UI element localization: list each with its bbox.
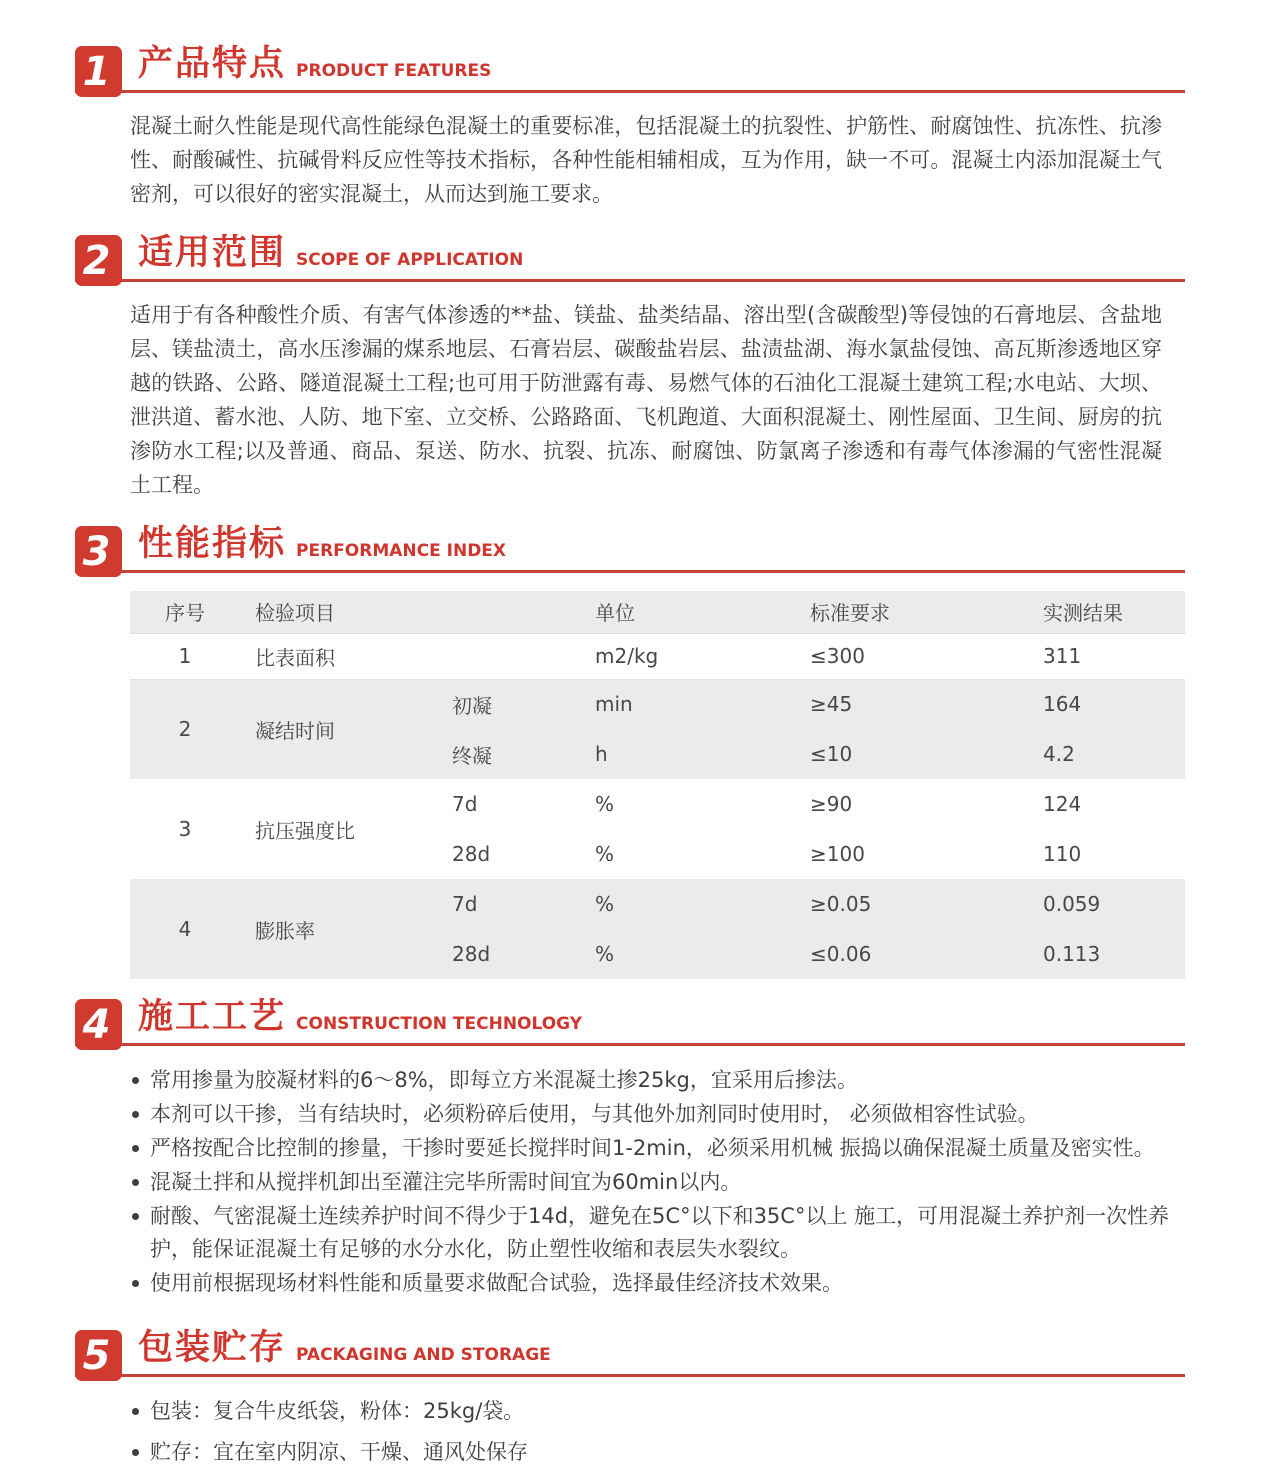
cell-no: 4	[178, 917, 192, 941]
cell-no: 3	[178, 817, 192, 841]
section-header	[75, 999, 1185, 1046]
list-item: 本剂可以干掺，当有结块时，必须粉碎后使用，与其他外加剂同时使用时， 必须做相容性试验。	[130, 1098, 1180, 1131]
table-row	[130, 633, 1185, 679]
section-scope-of-application	[0, 235, 1280, 502]
section-construction-technology	[0, 999, 1280, 1300]
cell-item: 比表面积	[240, 633, 580, 679]
cell-std: ≥0.05	[810, 892, 872, 916]
table-row	[130, 879, 1185, 929]
cell-sub: 初凝	[452, 693, 492, 718]
header-result: 实测结果	[1025, 591, 1185, 633]
header-item: 检验项目	[240, 591, 580, 633]
cell-result: 0.113	[1043, 942, 1101, 966]
cell-unit: m2/kg	[580, 633, 795, 679]
cell-result: 124	[1043, 792, 1082, 816]
table-header-row	[130, 591, 1185, 633]
table-row	[130, 679, 1185, 729]
cell-unit: h	[595, 742, 608, 766]
cell-result: 311	[1025, 633, 1185, 679]
cell-unit: %	[595, 892, 615, 916]
section-paragraph: 适用于有各种酸性介质、有害气体渗透的**盐、镁盐、盐类结晶、溶出型(含碳酸型)等侵蚀的石膏地层、含盐地层、镁盐渍土，高水压渗漏的煤系地层、石膏岩层、碳酸盐岩层、盐渍盐湖、海水氯盐侵蚀、高瓦斯渗透地区穿越的铁路、公路、隧道混凝土工程;也可用于防泄露有毒、易燃气体的石油化工混凝土建筑工程;水电站、大坝、泄洪道、蓄水池、人防、地下室、立交桥、公路路面、飞机跑道、大面积混凝土、刚性屋面、卫生间、厨房的抗渗防水工程;以及普通、商品、泵送、防水、抗裂、抗冻、耐腐蚀、防氯离子渗透和有毒气体渗漏的气密性混凝土工程。	[130, 303, 1162, 497]
cell-std: ≤10	[810, 742, 853, 766]
section-number-badge: 4	[75, 999, 122, 1050]
section-number-badge: 2	[75, 235, 122, 286]
cell-unit: min	[595, 692, 633, 717]
section-number-badge: 1	[75, 46, 122, 97]
section-title: 施工工艺	[138, 997, 287, 1037]
section-packaging-and-storage	[0, 1330, 1280, 1469]
cell-result: 110	[1043, 842, 1082, 866]
table-row	[130, 779, 1185, 829]
section-subtitle-en: PRODUCT FEATURES	[296, 61, 492, 81]
section-title: 性能指标	[138, 524, 287, 564]
cell-std: ≤300	[795, 633, 1025, 679]
cell-result: 164	[1043, 692, 1082, 717]
section-number-badge: 3	[75, 526, 122, 577]
packaging-bullet-list	[130, 1395, 1180, 1469]
section-subtitle-en: CONSTRUCTION TECHNOLOGY	[296, 1014, 583, 1034]
cell-sub: 28d	[452, 942, 491, 966]
list-item: 包装：复合牛皮纸袋，粉体：25kg/袋。	[130, 1395, 1180, 1428]
cell-std: ≥45	[810, 692, 853, 717]
section-header	[75, 1330, 1185, 1377]
section-number-badge: 5	[75, 1330, 122, 1381]
cell-no: 1	[130, 633, 240, 679]
cell-item: 膨胀率	[255, 918, 315, 943]
list-item: 耐酸、气密混凝土连续养护时间不得少于14d，避免在5C°以下和35C°以上 施工，可用混凝土养护剂一次性养护，能保证混凝土有足够的水分水化，防止塑性收缩和表层失水裂纹。	[130, 1200, 1180, 1266]
cell-sub: 7d	[452, 892, 478, 916]
list-item: 严格按配合比控制的掺量，干掺时要延长搅拌时间1-2min，必须采用机械 振捣以确保混凝土质量及密实性。	[130, 1132, 1180, 1165]
list-item: 贮存：宜在室内阴凉、干燥、通风处保存	[130, 1436, 1180, 1469]
cell-sub: 终凝	[452, 743, 492, 768]
list-item: 常用掺量为胶凝材料的6～8%，即每立方米混凝土掺25kg，宜采用后掺法。	[130, 1064, 1180, 1097]
section-header	[75, 46, 1185, 93]
cell-sub: 28d	[452, 842, 491, 866]
list-item: 混凝土拌和从搅拌机卸出至灌注完毕所需时间宜为60min以内。	[130, 1166, 1180, 1199]
section-header	[75, 526, 1185, 573]
header-unit: 单位	[580, 591, 795, 633]
section-product-features	[0, 46, 1280, 211]
section-paragraph: 混凝土耐久性能是现代高性能绿色混凝土的重要标准，包括混凝土的抗裂性、护筋性、耐腐蚀性、抗冻性、抗渗性、耐酸碱性、抗碱骨料反应性等技术指标，各种性能相辅相成，互为作用，缺一不可。混凝土内添加混凝土气密剂，可以很好的密实混凝土，从而达到施工要求。	[130, 114, 1162, 206]
cell-unit: %	[595, 792, 615, 816]
cell-std: ≤0.06	[810, 942, 872, 966]
section-header	[75, 235, 1185, 282]
list-item: 使用前根据现场材料性能和质量要求做配合试验，选择最佳经济技术效果。	[130, 1267, 1180, 1300]
cell-no: 2	[178, 717, 192, 742]
section-subtitle-en: PACKAGING AND STORAGE	[296, 1345, 551, 1365]
cell-std: ≥100	[810, 842, 865, 866]
cell-result: 0.059	[1043, 892, 1101, 916]
header-std: 标准要求	[795, 591, 1025, 633]
header-no: 序号	[130, 591, 240, 633]
section-subtitle-en: PERFORMANCE INDEX	[296, 541, 507, 561]
cell-unit: %	[595, 942, 615, 966]
section-title: 产品特点	[138, 44, 287, 84]
section-title: 包装贮存	[138, 1328, 287, 1368]
cell-sub: 7d	[452, 792, 478, 816]
section-subtitle-en: SCOPE OF APPLICATION	[296, 250, 524, 270]
cell-result: 4.2	[1043, 742, 1075, 766]
cell-item: 凝结时间	[255, 718, 335, 743]
section-performance-index	[0, 526, 1280, 979]
performance-index-table	[130, 591, 1185, 979]
construction-bullet-list	[130, 1064, 1180, 1300]
cell-item: 抗压强度比	[255, 818, 355, 843]
cell-std: ≥90	[810, 792, 853, 816]
section-title: 适用范围	[138, 233, 287, 273]
cell-unit: %	[595, 842, 615, 866]
